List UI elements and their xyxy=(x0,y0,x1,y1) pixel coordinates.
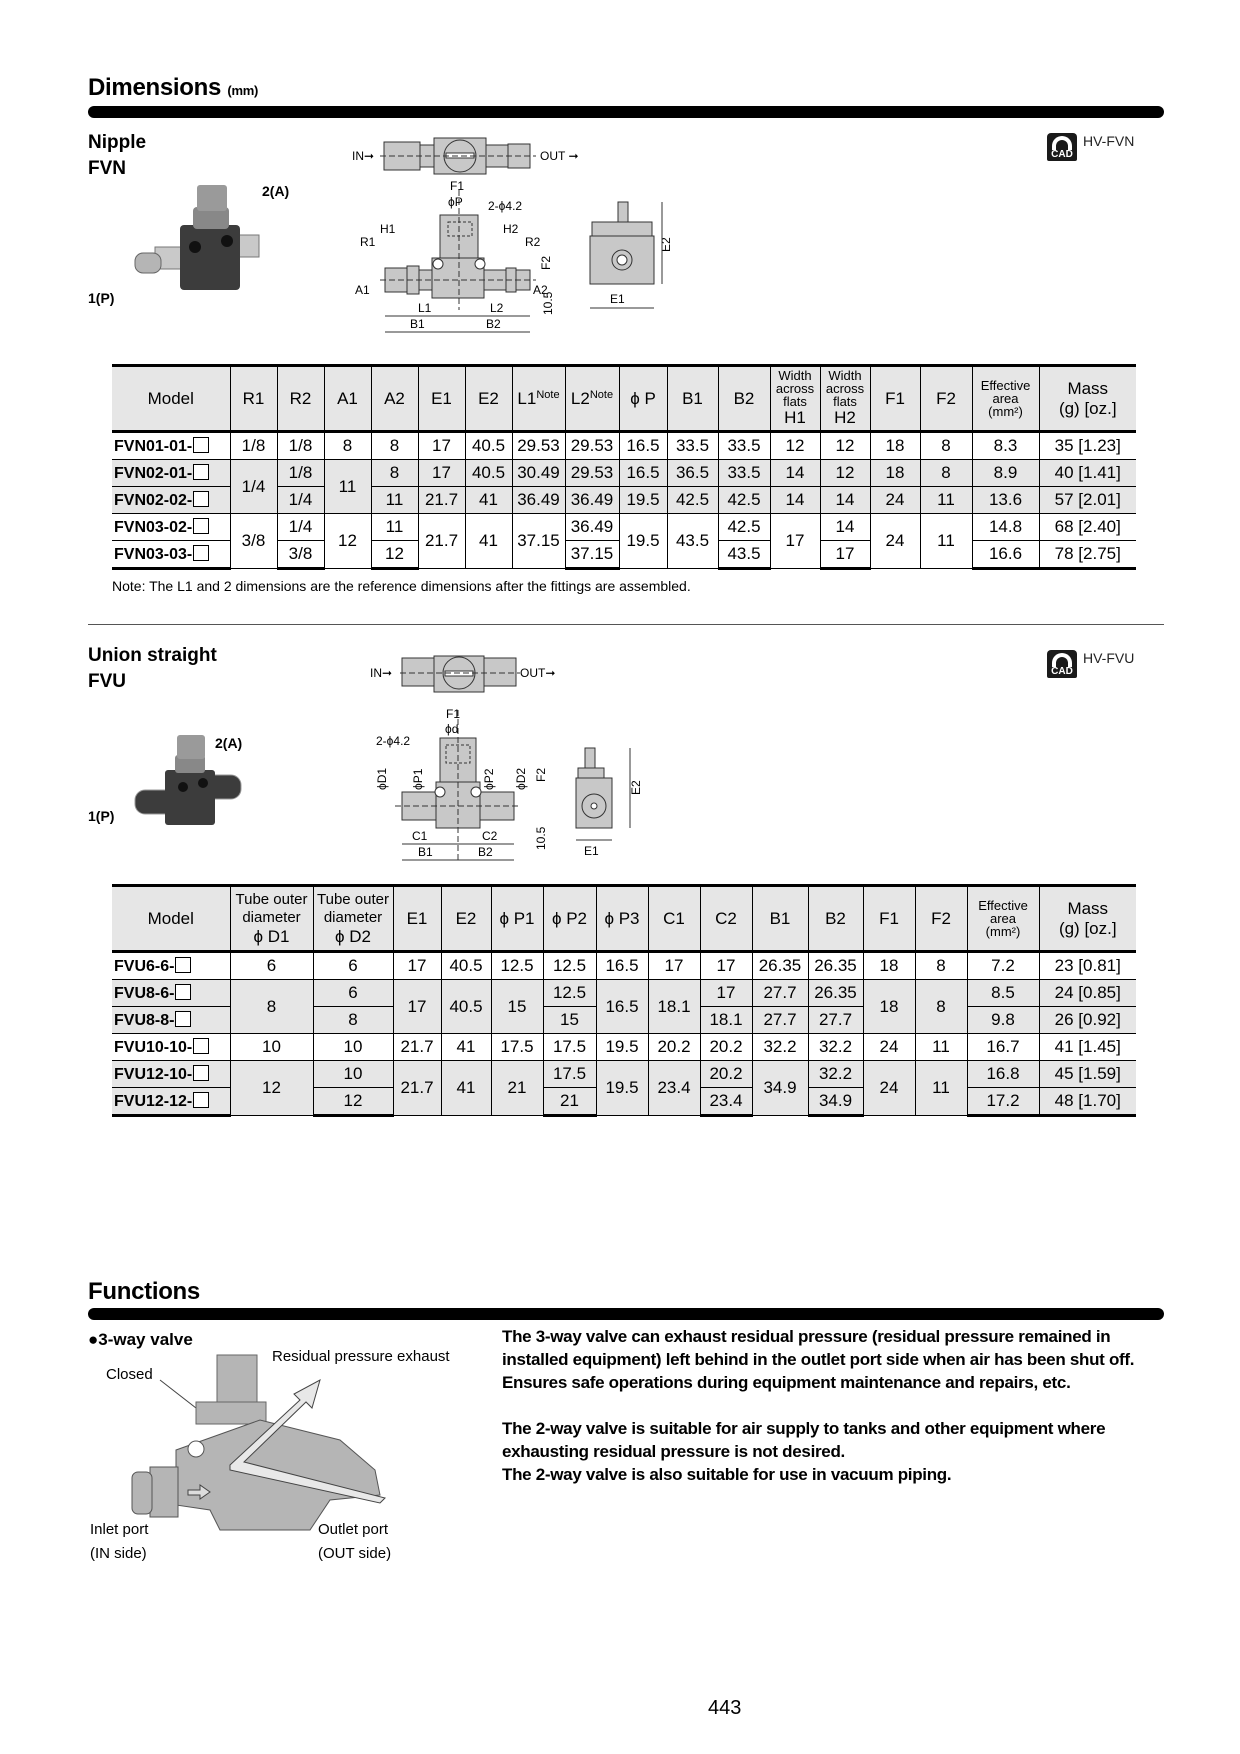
table-row: FVU8-8- 8 15 18.1 27.7 27.7 9.8 26 [0.92] xyxy=(112,1007,1136,1034)
svg-text:F1: F1 xyxy=(450,179,465,193)
table-row: FVU6-6- 6 6 17 40.5 12.5 12.5 16.5 17 17 26.35 26.35 18 8 7.2 23 [0.81] xyxy=(112,952,1136,980)
fvn-dimension-table xyxy=(112,364,1136,570)
col-f1: F1 xyxy=(863,886,915,952)
option-box-icon xyxy=(193,1092,209,1108)
table-note: Note: The L1 and 2 dimensions are the reference dimensions after the fittings are assembled. xyxy=(112,578,691,594)
svg-text:ϕD1: ϕD1 xyxy=(375,767,389,790)
col-b1: B1 xyxy=(667,366,718,432)
table-row: FVU10-10- 10 10 21.7 41 17.5 17.5 19.5 20.2 20.2 32.2 32.2 24 11 16.7 41 [1.45] xyxy=(112,1034,1136,1061)
col-f2: F2 xyxy=(920,366,972,432)
svg-text:F1: F1 xyxy=(446,707,461,721)
table-row: FVN03-02- 3/8 1/4 12 11 21.7 41 37.15 36.49 19.5 43.5 42.5 17 14 24 11 14.8 68 [2.40] xyxy=(112,514,1136,541)
port-out-label: 2(A) xyxy=(262,183,290,199)
table-header-row xyxy=(112,886,1136,952)
col-mass: Mass (g) [oz.] xyxy=(1039,366,1136,432)
fvu-dimension-drawing xyxy=(340,650,670,870)
col-r2: R2 xyxy=(277,366,324,432)
paragraph-3way: The 3-way valve can exhaust residual pressure (residual pressure remained in installed equipment) left behind in the outlet port side when air has been shut off. xyxy=(502,1327,1135,1369)
functions-description xyxy=(502,1325,1152,1486)
table-row: FVU12-12- 12 21 23.4 34.9 17.2 48 [1.70] xyxy=(112,1088,1136,1116)
table-row: FVU12-10- 12 10 21.7 41 21 17.5 19.5 23.4 20.2 34.9 32.2 24 11 16.8 45 [1.59] xyxy=(112,1061,1136,1088)
col-f2: F2 xyxy=(915,886,967,952)
col-d1: Tube outer diameter ϕ D1 xyxy=(230,886,313,952)
svg-text:OUT➞: OUT➞ xyxy=(520,666,556,680)
in-arrow-label: IN➞ xyxy=(352,149,375,163)
col-e2: E2 xyxy=(465,366,512,432)
section-divider xyxy=(88,624,1164,625)
col-e1: E1 xyxy=(418,366,465,432)
col-r1: R1 xyxy=(230,366,277,432)
option-box-icon xyxy=(175,984,191,1000)
functions-subtitle: ●3-way valve xyxy=(88,1330,193,1349)
union-series: FVU xyxy=(88,671,126,692)
option-box-icon xyxy=(193,491,209,507)
table-row: FVN03-03- 3/8 12 37.15 43.5 17 16.6 78 [2.75] xyxy=(112,541,1136,569)
option-box-icon xyxy=(193,545,209,561)
cad-link-fvu[interactable] xyxy=(1047,650,1134,678)
svg-text:ϕd: ϕd xyxy=(445,722,459,736)
col-l2: L2$^{Note}$ xyxy=(565,366,619,432)
svg-text:R2: R2 xyxy=(525,235,541,249)
svg-text:H1: H1 xyxy=(380,222,396,236)
col-f1: F1 xyxy=(870,366,920,432)
col-a2: A2 xyxy=(371,366,418,432)
table-header-row xyxy=(112,366,1136,432)
svg-text:C2: C2 xyxy=(482,829,498,843)
page-title xyxy=(88,74,258,102)
table-row: FVU8-6- 8 6 17 40.5 15 12.5 16.5 18.1 17 27.7 26.35 18 8 8.5 24 [0.85] xyxy=(112,980,1136,1007)
svg-text:B2: B2 xyxy=(478,845,493,859)
col-c1: C1 xyxy=(648,886,700,952)
col-h2: Width across flats H2 xyxy=(820,366,870,432)
col-c2: C2 xyxy=(700,886,752,952)
svg-text:ϕP1: ϕP1 xyxy=(411,768,425,790)
fvu-product-photo xyxy=(125,735,245,835)
svg-text:R1: R1 xyxy=(360,235,376,249)
svg-text:10.5: 10.5 xyxy=(534,826,548,850)
option-box-icon xyxy=(193,437,209,453)
col-a1: A1 xyxy=(324,366,371,432)
fvn-dimension-drawing xyxy=(340,130,680,355)
paragraph-vacuum: The 2-way valve is also suitable for use in vacuum piping. xyxy=(502,1465,952,1484)
title-unit: (mm) xyxy=(227,83,258,98)
port-in-label: 1(P) xyxy=(88,808,115,824)
label-inlet: Inlet port xyxy=(90,1521,149,1538)
svg-text:H2: H2 xyxy=(503,222,519,236)
cad-label: HV-FVN xyxy=(1083,133,1135,149)
col-mass: Mass (g) [oz.] xyxy=(1039,886,1136,952)
svg-text:ϕP: ϕP xyxy=(448,195,463,209)
table-row: FVN02-02- 1/4 11 21.7 41 36.49 36.49 19.5 42.5 42.5 14 14 24 11 13.6 57 [2.01] xyxy=(112,487,1136,514)
svg-text:F2: F2 xyxy=(539,255,553,270)
table-row: FVN02-01- 1/4 1/8 11 8 17 40.5 30.49 29.53 16.5 36.5 33.5 14 12 18 8 8.9 40 [1.41] xyxy=(112,460,1136,487)
union-heading xyxy=(88,643,217,695)
svg-text:B1: B1 xyxy=(410,317,425,331)
page-number: 443 xyxy=(708,1697,742,1719)
option-box-icon xyxy=(193,1038,209,1054)
section-bar xyxy=(88,1308,1164,1320)
svg-text:E1: E1 xyxy=(584,844,599,858)
col-l1: L1$^{Note}$ xyxy=(512,366,565,432)
svg-text:A2: A2 xyxy=(533,283,548,297)
port-in-label: 1(P) xyxy=(88,290,115,306)
svg-text:L1: L1 xyxy=(418,301,432,315)
col-e1: E1 xyxy=(393,886,441,952)
svg-text:B1: B1 xyxy=(418,845,433,859)
svg-text:A1: A1 xyxy=(355,283,370,297)
three-way-valve-diagram xyxy=(80,1320,500,1580)
svg-text:10.5: 10.5 xyxy=(541,291,555,315)
label-closed: Closed xyxy=(106,1366,153,1383)
col-model: Model xyxy=(112,886,230,952)
section-bar xyxy=(88,106,1164,118)
option-box-icon xyxy=(193,1065,209,1081)
cad-label: HV-FVU xyxy=(1083,650,1135,666)
svg-text:E2: E2 xyxy=(659,237,673,252)
port-out-label: 2(A) xyxy=(215,735,243,751)
option-box-icon xyxy=(193,464,209,480)
nipple-series: FVN xyxy=(88,158,126,179)
option-box-icon xyxy=(175,1011,191,1027)
functions-title: Functions xyxy=(88,1278,200,1305)
svg-text:C1: C1 xyxy=(412,829,428,843)
svg-text:ϕD2: ϕD2 xyxy=(514,767,528,790)
col-e2: E2 xyxy=(441,886,491,952)
col-p2: ϕ P2 xyxy=(543,886,596,952)
col-d2: Tube outer diameter ϕ D2 xyxy=(313,886,393,952)
cad-icon: CAD xyxy=(1047,650,1077,678)
union-name: Union straight xyxy=(88,645,217,666)
fvu-dimension-table xyxy=(112,884,1136,1117)
col-b1: B1 xyxy=(752,886,808,952)
cad-icon: CAD xyxy=(1047,133,1077,161)
col-effective-area: Effective area (mm²) xyxy=(972,366,1039,432)
svg-text:2-ϕ4.2: 2-ϕ4.2 xyxy=(488,199,523,213)
col-h1: Width across flats H1 xyxy=(770,366,820,432)
label-outlet-side: (OUT side) xyxy=(318,1545,392,1562)
option-box-icon xyxy=(193,518,209,534)
svg-text:F2: F2 xyxy=(534,767,548,782)
col-b2: B2 xyxy=(718,366,770,432)
title-text: Dimensions xyxy=(88,74,222,101)
svg-text:OUT ➞: OUT ➞ xyxy=(540,149,579,163)
col-effective-area: Effective area (mm²) xyxy=(967,886,1039,952)
cad-link-fvn[interactable] xyxy=(1047,133,1134,161)
paragraph-2way: The 2-way valve is suitable for air supply to tanks and other equipment where exhausting residual pressure is not desired. xyxy=(502,1419,1106,1461)
fvn-product-photo xyxy=(125,185,275,315)
nipple-name: Nipple xyxy=(88,132,147,153)
label-exhaust: Residual pressure exhaust xyxy=(272,1348,450,1365)
svg-text:IN➞: IN➞ xyxy=(370,666,393,680)
col-model: Model xyxy=(112,366,230,432)
col-p1: ϕ P1 xyxy=(491,886,543,952)
option-box-icon xyxy=(175,957,191,973)
nipple-heading xyxy=(88,130,146,182)
svg-text:B2: B2 xyxy=(486,317,501,331)
col-b2: B2 xyxy=(808,886,863,952)
col-p3: ϕ P3 xyxy=(596,886,648,952)
label-outlet: Outlet port xyxy=(318,1521,389,1538)
col-phi-p: ϕ P xyxy=(619,366,667,432)
svg-text:L2: L2 xyxy=(490,301,504,315)
paragraph-safety: Ensures safe operations during equipment maintenance and repairs, etc. xyxy=(502,1373,1071,1392)
svg-text:E2: E2 xyxy=(629,780,643,795)
label-inlet-side: (IN side) xyxy=(90,1545,147,1562)
svg-text:2-ϕ4.2: 2-ϕ4.2 xyxy=(376,734,411,748)
table-row: FVN01-01- 1/8 1/8 8 8 17 40.5 29.53 29.53 16.5 33.5 33.5 12 12 18 8 8.3 35 [1.23] xyxy=(112,432,1136,460)
svg-text:ϕP2: ϕP2 xyxy=(482,768,496,790)
svg-text:E1: E1 xyxy=(610,292,625,306)
